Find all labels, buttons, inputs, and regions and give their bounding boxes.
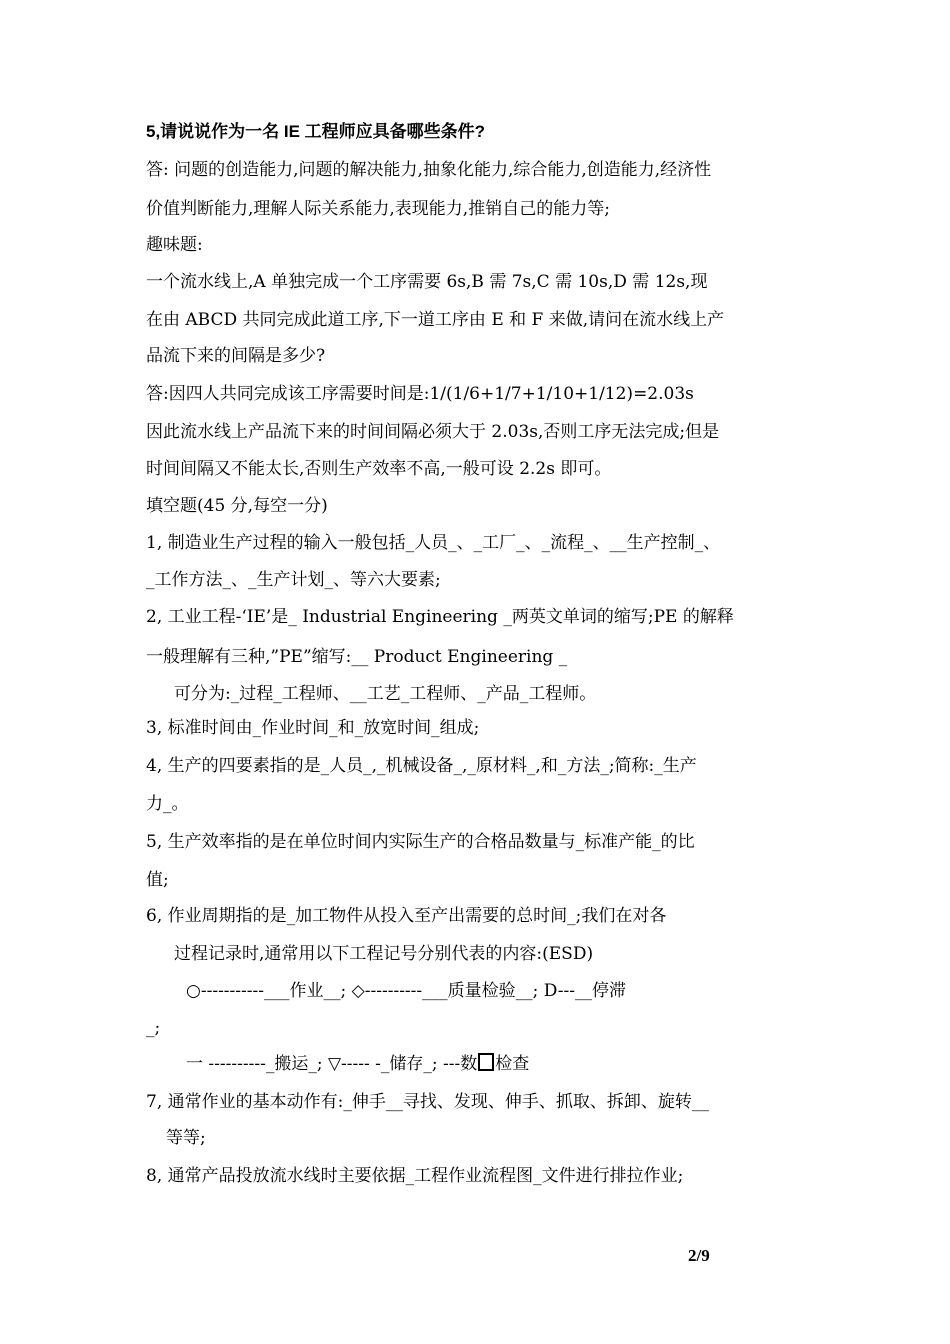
- fill-q6-line1: 6, 作业周期指的是_加工物件从投入至产出需要的总时间_;我们在对各: [146, 906, 667, 926]
- q5-answer-line2: 价值判断能力,理解人际关系能力,表现能力,推销自己的能力等;: [146, 199, 610, 219]
- fill-q4-line1: 4, 生产的四要素指的是_人员_,_机械设备_,_原材料_,和_方法_;简称:_生产: [146, 756, 697, 776]
- fun-answer3: 时间间隔又不能太长,否则生产效率不高,一般可设 2.2s 即可。: [146, 459, 612, 479]
- fill-q1-line1: 1, 制造业生产过程的输入一般包括_人员_、_工厂_、_流程_、__生产控制_、: [146, 533, 721, 553]
- fill-q6-symbols-line1-end: _;: [146, 1018, 161, 1038]
- fill-q8: 8, 通常产品投放流水线时主要依据_工程作业流程图_文件进行排拉作业;: [146, 1166, 684, 1186]
- fun-line1: 一个流水线上,A 单独完成一个工序需要 6s,B 需 7s,C 需 10s,D 需 12s,现: [146, 272, 708, 292]
- fill-q2-line1: 2, 工业工程-‘IE’是_ Industrial Engineering _两英文单词的缩写;PE 的解释: [146, 607, 734, 627]
- fill-q1-line2: _工作方法_、_生产计划_、等六大要素;: [146, 570, 441, 590]
- fun-line3: 品流下来的间隔是多少?: [146, 346, 326, 366]
- fun-heading: 趣味题:: [146, 235, 203, 255]
- fill-q5-line1: 5, 生产效率指的是在单位时间内实际生产的合格品数量与_标准产能_的比: [146, 832, 695, 852]
- fill-q6-symbols-line2-part1: 一 ----------_搬运_; ▽----- -_储存_; ---数: [186, 1054, 478, 1074]
- fill-q5-line2: 值;: [146, 870, 169, 890]
- page-number: 2/9: [688, 1246, 710, 1265]
- fill-q6-line2: 过程记录时,通常用以下工程记号分别代表的内容:(ESD): [174, 944, 594, 964]
- fill-q3: 3, 标准时间由_作业时间_和_放宽时间_组成;: [146, 718, 480, 738]
- fill-q6-symbols-line2: [186, 1052, 529, 1076]
- fun-answer1: 答:因四人共同完成该工序需要时间是:1/(1/6+1/7+1/10+1/12)=2.03s: [146, 384, 694, 404]
- fill-q2-line2: 一般理解有三种,”PE”缩写:__ Product Engineering _: [146, 647, 568, 667]
- fill-q7-line2: 等等;: [166, 1128, 206, 1148]
- fill-q7-line1: 7, 通常作业的基本动作有:_伸手__寻找、发现、伸手、抓取、拆卸、旋转__: [146, 1092, 709, 1112]
- q5-answer-line1: 答: 问题的创造能力,问题的解决能力,抽象化能力,综合能力,创造能力,经济性: [146, 160, 712, 180]
- fill-heading: 填空题(45 分,每空一分): [146, 496, 328, 516]
- fill-q6-symbols-line1: ○-----------___作业__; ◇----------___质量检验__; D---__停滞: [186, 981, 626, 1001]
- fun-line2: 在由 ABCD 共同完成此道工序,下一道工序由 E 和 F 来做,请问在流水线上产: [146, 310, 725, 330]
- fill-q2-line3: 可分为:_过程_工程师、__工艺_工程师、_产品_工程师。: [174, 684, 597, 704]
- q5-title: 5,请说说作为一名 IE 工程师应具备哪些条件?: [146, 122, 486, 141]
- fill-q6-symbols-line2-part2: 检查: [495, 1054, 530, 1074]
- fun-answer2: 因此流水线上产品流下来的时间间隔必须大于 2.03s,否则工序无法完成;但是: [146, 422, 720, 442]
- square-box-icon: [478, 1053, 494, 1071]
- fill-q4-line2: 力_。: [146, 794, 189, 814]
